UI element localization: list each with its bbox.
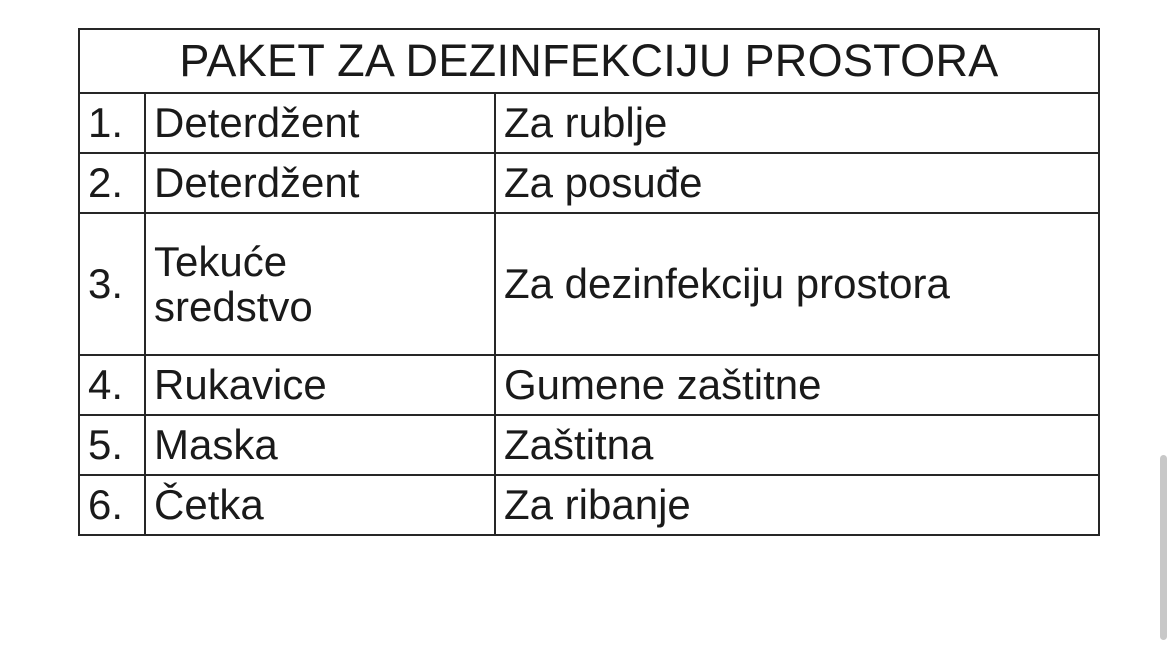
row-number: 1. [79,93,145,153]
row-item: Deterdžent [145,93,495,153]
table-row [79,475,1099,535]
row-item: Rukavice [145,355,495,415]
row-description: Za posuđe [495,153,1099,213]
row-number: 4. [79,355,145,415]
table-row [79,93,1099,153]
table-row [79,153,1099,213]
row-description: Za dezinfekciju prostora [495,213,1099,355]
table-row [79,415,1099,475]
row-description: Za rublje [495,93,1099,153]
row-item: Deterdžent [145,153,495,213]
row-item [145,213,495,355]
row-item-line1: Tekuće [154,237,288,285]
row-number: 5. [79,415,145,475]
table-row [79,213,1099,355]
page-title: PAKET ZA DEZINFEKCIJU PROSTORA [79,29,1099,93]
row-item: Četka [145,475,495,535]
row-item-line2: sredstvo [154,283,313,330]
table-row [79,355,1099,415]
row-description: Zaštitna [495,415,1099,475]
scrollbar-thumb[interactable] [1160,455,1167,640]
table-title-row [79,29,1099,93]
row-description: Gumene zaštitne [495,355,1099,415]
scrollbar-track[interactable] [1156,0,1170,650]
row-description: Za ribanje [495,475,1099,535]
package-table [78,28,1100,536]
package-table-container [78,28,1098,536]
row-number: 6. [79,475,145,535]
row-item: Maska [145,415,495,475]
row-number: 2. [79,153,145,213]
row-number: 3. [79,213,145,355]
